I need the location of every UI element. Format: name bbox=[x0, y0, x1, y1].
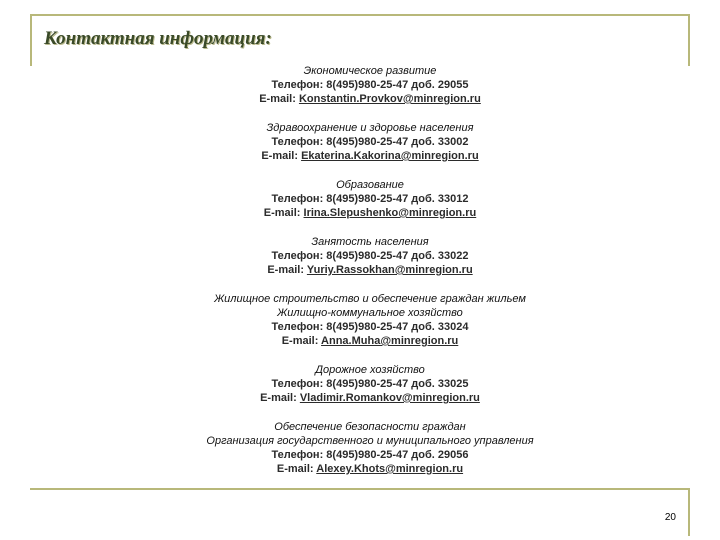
section-name: Экономическое развитие bbox=[303, 65, 437, 77]
contact-block bbox=[120, 178, 620, 220]
page-title: Контактная информация: bbox=[44, 28, 272, 49]
email-label: E-mail: bbox=[267, 264, 305, 276]
phone-line: Телефон: 8(495)980-25-47 доб. 33022 bbox=[271, 250, 469, 262]
frame-bottom-right-line bbox=[688, 488, 690, 536]
email-label: E-mail: bbox=[260, 392, 297, 404]
email-line bbox=[120, 149, 620, 163]
email-label: E-mail: bbox=[276, 463, 314, 475]
section-name: Здравоохранение и здоровье населения bbox=[266, 122, 474, 134]
email-line bbox=[120, 334, 620, 348]
email-label: E-mail: bbox=[281, 335, 319, 347]
contact-block bbox=[120, 235, 620, 277]
email-line bbox=[120, 263, 620, 277]
email-label: E-mail: bbox=[259, 93, 296, 105]
phone-line: Телефон: 8(495)980-25-47 доб. 29056 bbox=[271, 449, 469, 461]
section-name: Дорожное хозяйство bbox=[315, 364, 425, 376]
contact-list bbox=[120, 64, 620, 491]
email-line bbox=[120, 462, 620, 476]
phone-line: Телефон: 8(495)980-25-47 доб. 33024 bbox=[271, 321, 469, 333]
contact-block bbox=[120, 64, 620, 106]
email-label: E-mail: bbox=[263, 207, 301, 219]
contact-block bbox=[120, 292, 620, 348]
email-link[interactable]: Konstantin.Provkov@minregion.ru bbox=[298, 93, 481, 105]
email-link[interactable]: Yuriy.Rassokhan@minregion.ru bbox=[306, 264, 473, 276]
frame-top-line bbox=[30, 14, 690, 16]
frame-right-line bbox=[688, 14, 690, 66]
contact-block bbox=[120, 363, 620, 405]
page-number: 20 bbox=[664, 512, 676, 523]
phone-line: Телефон: 8(495)980-25-47 доб. 33025 bbox=[271, 378, 469, 390]
contact-block bbox=[120, 420, 620, 476]
section-name: Обеспечение безопасности граждан bbox=[274, 421, 466, 433]
email-link[interactable]: Irina.Slepushenko@minregion.ru bbox=[303, 207, 477, 219]
section-name: Жилищно-коммунальное хозяйство bbox=[277, 307, 463, 319]
email-line bbox=[120, 206, 620, 220]
email-line bbox=[120, 391, 620, 405]
section-name: Организация государственного и муниципального управления bbox=[206, 435, 534, 447]
email-link[interactable]: Vladimir.Romankov@minregion.ru bbox=[299, 392, 480, 404]
section-name: Образование bbox=[336, 179, 404, 191]
phone-line: Телефон: 8(495)980-25-47 доб. 33002 bbox=[271, 136, 469, 148]
contact-block bbox=[120, 121, 620, 163]
email-label: E-mail: bbox=[261, 150, 298, 162]
email-line bbox=[120, 92, 620, 106]
phone-line: Телефон: 8(495)980-25-47 доб. 33012 bbox=[271, 193, 469, 205]
phone-line: Телефон: 8(495)980-25-47 доб. 29055 bbox=[271, 79, 469, 91]
frame-bottom-line bbox=[30, 488, 690, 490]
email-link[interactable]: Ekaterina.Kakorina@minregion.ru bbox=[301, 150, 479, 162]
email-link[interactable]: Alexey.Khots@minregion.ru bbox=[316, 463, 464, 475]
section-name: Занятость населения bbox=[311, 236, 429, 248]
frame-left-line bbox=[30, 14, 32, 66]
email-link[interactable]: Anna.Muha@minregion.ru bbox=[321, 335, 459, 347]
section-name: Жилищное строительство и обеспечение граждан жильем bbox=[214, 293, 526, 305]
